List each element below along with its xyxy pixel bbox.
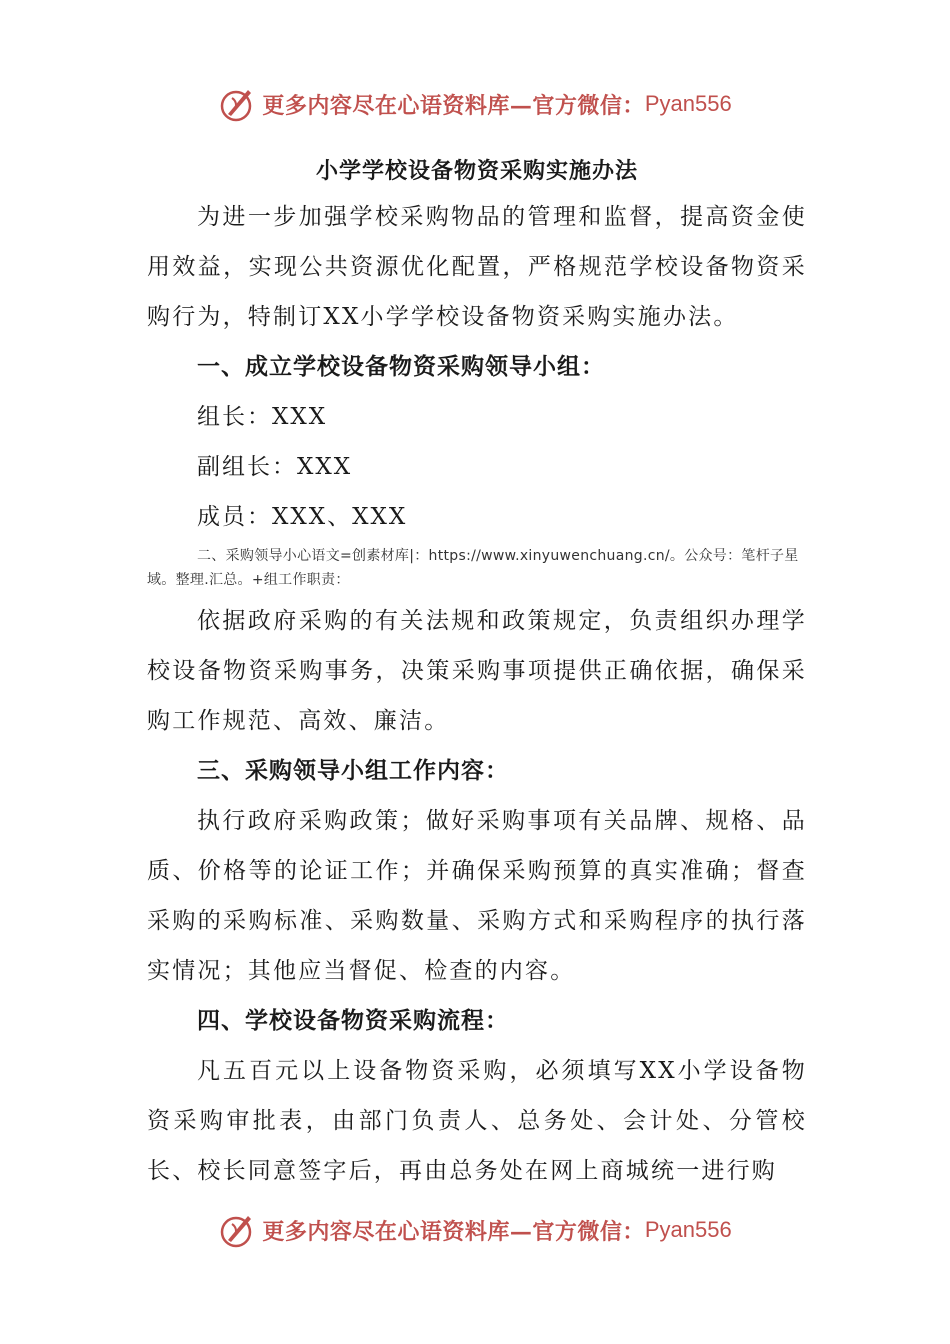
footer-banner — [0, 1208, 950, 1252]
header-banner — [0, 82, 950, 126]
section3-heading: 三、采购领导小组工作内容： — [197, 757, 509, 784]
vice-leader-line: 副组长：XXX — [197, 454, 353, 480]
footer-banner-text: 更多内容尽在心语资料库—官方微信： — [262, 1218, 645, 1245]
members-line: 成员：XXX、XXX — [197, 504, 408, 530]
document-body — [147, 150, 807, 1196]
section3-body: 执行政府采购政策；做好采购事项有关品牌、规格、品质、价格等的论证工作；并确保采购预算的真实准确；督查采购的采购标准、采购数量、采购方式和采购程序的执行落实情况；其他应当督促、检查的内容。 — [147, 808, 807, 984]
quill-logo-icon — [218, 84, 258, 124]
leader-line: 组长：XXX — [197, 404, 328, 430]
footer-banner-wechat-id: Pyan556 — [644, 1217, 732, 1242]
section2-note: 二、采购领导小心语文=创素材库|：https://www.xinyuwenchuang.cn/。公众号：笔杆子星域。整理.汇总。+组工作职责： — [147, 548, 799, 588]
intro-paragraph: 为进一步加强学校采购物品的管理和监督，提高资金使用效益，实现公共资源优化配置，严格规范学校设备物资采购行为，特制订XX小学学校设备物资采购实施办法。 — [147, 204, 807, 330]
banner-text: 更多内容尽在心语资料库—官方微信： — [262, 92, 645, 119]
quill-logo-icon — [218, 1210, 258, 1250]
section4-heading: 四、学校设备物资采购流程： — [197, 1007, 509, 1034]
section1-heading: 一、成立学校设备物资采购领导小组： — [197, 353, 605, 380]
banner-wechat-id: Pyan556 — [644, 91, 732, 116]
section2-body: 依据政府采购的有关法规和政策规定，负责组织办理学校设备物资采购事务，决策采购事项提供正确依据，确保采购工作规范、高效、廉洁。 — [147, 608, 807, 734]
section4-body: 凡五百元以上设备物资采购，必须填写XX小学设备物资采购审批表，由部门负责人、总务处、会计处、分管校长、校长同意签字后，再由总务处在网上商城统一进行购 — [147, 1058, 807, 1184]
document-title: 小学学校设备物资采购实施办法 — [315, 158, 638, 184]
